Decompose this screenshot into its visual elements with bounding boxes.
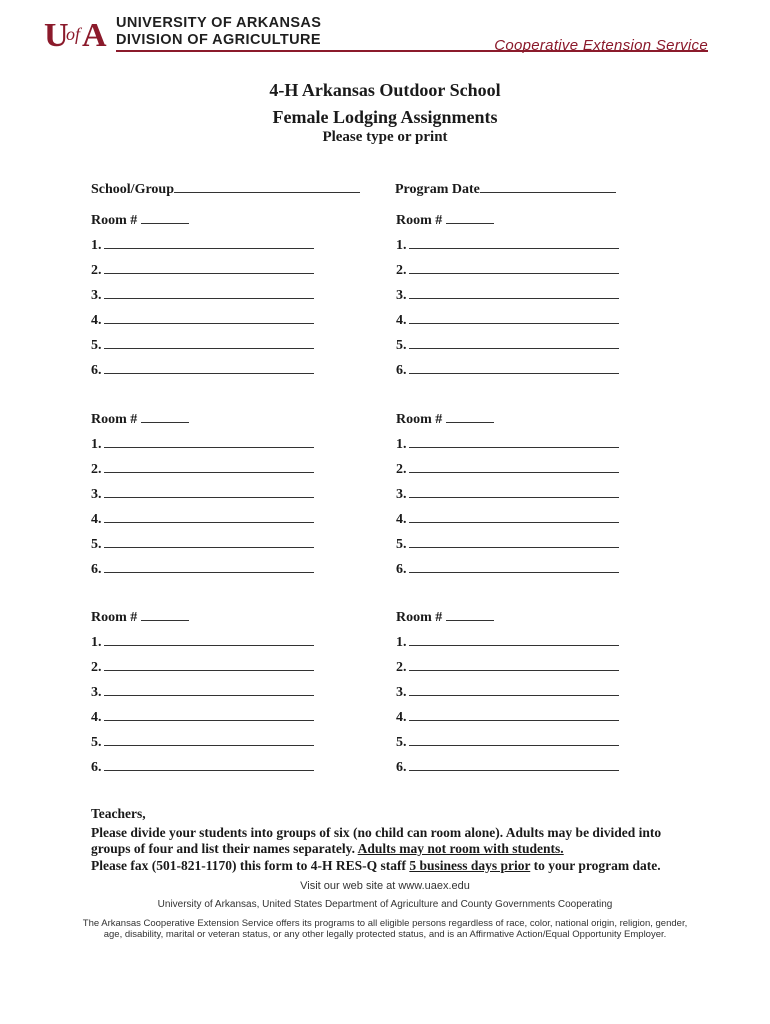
footer-eeo-line1: The Arkansas Cooperative Extension Service offers its programs to all eligible persons regardless of race, color, national origin, religion, gender, xyxy=(82,918,688,929)
deadline-text: 5 business days prior xyxy=(409,857,531,873)
org-name-line1: UNIVERSITY OF ARKANSAS xyxy=(116,15,322,31)
room-slot[interactable]: 5. xyxy=(396,733,636,758)
room-slot[interactable]: 5. xyxy=(91,535,331,560)
room-block xyxy=(91,410,331,585)
room-slot[interactable]: 1. xyxy=(396,435,636,460)
program-date-blank[interactable] xyxy=(480,180,616,193)
teachers-line2: groups of four and list their names separately. Adults may not room with students. xyxy=(91,841,564,856)
service-name: Cooperative Extension Service xyxy=(494,37,708,54)
room-slot[interactable]: 4. xyxy=(396,708,636,733)
room-slot[interactable]: 2. xyxy=(91,460,331,485)
room-slot[interactable]: 1. xyxy=(91,633,331,658)
room-slot[interactable]: 2. xyxy=(91,261,331,286)
room-block xyxy=(396,410,636,585)
svg-text:A: A xyxy=(82,17,107,52)
room-slot[interactable]: 3. xyxy=(396,485,636,510)
teachers-heading: Teachers, xyxy=(91,806,146,821)
room-slot[interactable]: 3. xyxy=(91,683,331,708)
program-date-field[interactable] xyxy=(395,180,616,198)
room-number-field[interactable]: Room # xyxy=(396,608,636,633)
svg-text:U: U xyxy=(44,17,69,52)
svg-text:of: of xyxy=(66,24,81,44)
room-slot[interactable]: 3. xyxy=(91,286,331,311)
form-subtitle: Female Lodging Assignments xyxy=(272,107,498,127)
room-slot[interactable]: 6. xyxy=(91,361,331,386)
room-slot[interactable]: 6. xyxy=(91,758,331,783)
program-date-label: Program Date xyxy=(395,182,480,197)
footer-eeo-line2: age, disability, marital or veteran status, or any other legally protected status, and is an Affirmative Action/Equal Opportunity Employer. xyxy=(103,929,667,940)
room-block xyxy=(91,608,331,783)
room-slot[interactable]: 3. xyxy=(396,683,636,708)
room-slot[interactable]: 2. xyxy=(396,658,636,683)
room-slot[interactable]: 5. xyxy=(91,733,331,758)
form-instruction: Please type or print xyxy=(322,129,448,145)
room-number-field[interactable]: Room # xyxy=(396,410,636,435)
room-slot[interactable]: 1. xyxy=(396,236,636,261)
footer-website: Visit our web site at www.uaex.edu xyxy=(300,880,470,892)
room-slot[interactable]: 4. xyxy=(91,510,331,535)
school-group-label: School/Group xyxy=(91,182,174,197)
teachers-note xyxy=(91,806,691,874)
room-slot[interactable]: 1. xyxy=(396,633,636,658)
room-block xyxy=(396,608,636,783)
room-slot[interactable]: 6. xyxy=(91,560,331,585)
room-slot[interactable]: 6. xyxy=(396,361,636,386)
room-slot[interactable]: 4. xyxy=(396,510,636,535)
teachers-line3: Please fax (501-821-1170) this form to 4-H RES-Q staff 5 business days prior to your program date. xyxy=(91,857,661,873)
school-group-field[interactable] xyxy=(91,180,360,198)
room-block xyxy=(396,211,636,386)
room-slot[interactable]: 4. xyxy=(396,311,636,336)
room-slot[interactable]: 3. xyxy=(91,485,331,510)
org-name-line2: DIVISION OF AGRICULTURE xyxy=(116,32,321,48)
adults-warning: Adults may not room with students. xyxy=(357,841,564,856)
room-block xyxy=(91,211,331,386)
room-slot[interactable]: 5. xyxy=(396,336,636,361)
footer-cooperation: University of Arkansas, United States Department of Agriculture and County Governments Cooperating xyxy=(157,899,613,910)
teachers-line1: Please divide your students into groups of six (no child can room alone). Adults may be divided into xyxy=(91,824,662,840)
room-slot[interactable]: 5. xyxy=(91,336,331,361)
room-slot[interactable]: 1. xyxy=(91,236,331,261)
room-slot[interactable]: 4. xyxy=(91,708,331,733)
room-slot[interactable]: 2. xyxy=(396,261,636,286)
room-number-field[interactable]: Room # xyxy=(396,211,636,236)
room-slot[interactable]: 5. xyxy=(396,535,636,560)
room-number-field[interactable]: Room # xyxy=(91,608,331,633)
room-number-field[interactable]: Room # xyxy=(91,211,331,236)
room-slot[interactable]: 1. xyxy=(91,435,331,460)
school-group-blank[interactable] xyxy=(174,180,360,193)
room-number-field[interactable]: Room # xyxy=(91,410,331,435)
room-slot[interactable]: 3. xyxy=(396,286,636,311)
room-slot[interactable]: 6. xyxy=(396,560,636,585)
room-slot[interactable]: 2. xyxy=(396,460,636,485)
form-title: 4-H Arkansas Outdoor School xyxy=(269,80,501,100)
room-slot[interactable]: 4. xyxy=(91,311,331,336)
room-slot[interactable]: 2. xyxy=(91,658,331,683)
room-slot[interactable]: 6. xyxy=(396,758,636,783)
university-logo xyxy=(44,14,114,52)
